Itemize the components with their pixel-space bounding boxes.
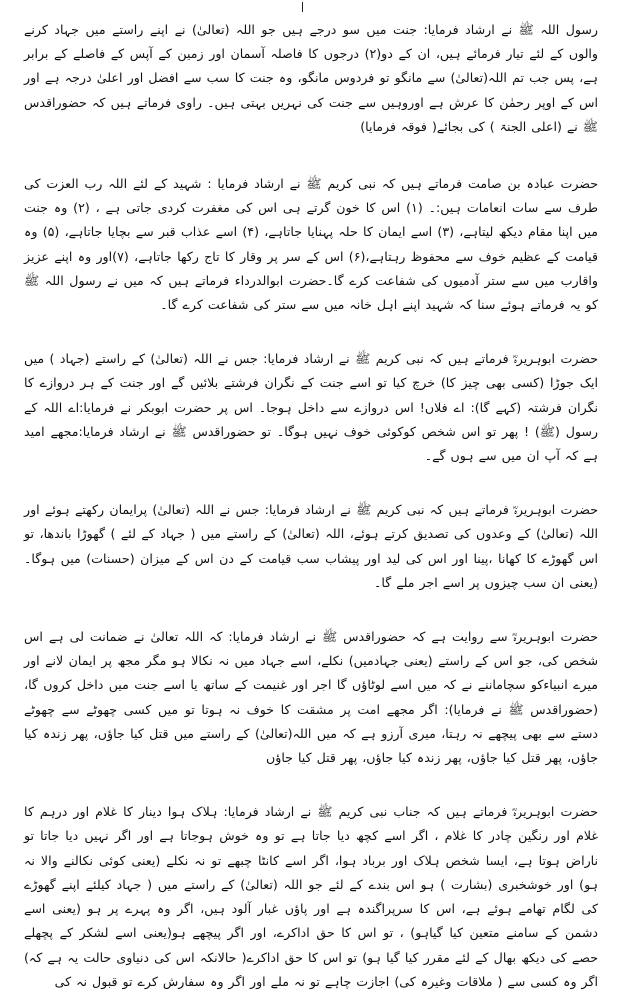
paragraph-jannah-levels: رسول اللہ ﷺ نے ارشاد فرمایا: جنت میں سو درجے ہیں جو اللہ (تعالیٰ) نے اپنے راستے میں جہاد کرنے والوں کے لئے تیار فرمائے ہیں، ان کے دو(۲) درجوں کا فاصلہ آسمان اور زمین کے آپس کے فاصلے کے برابر ہے، پس جب تم اللہ(تعالیٰ) سے مانگو تو فردوس مانگو، وہ جنت کا سب سے افضل اور اعلیٰ درجہ ہے اور اس کے اوپر رحمٰن کا عرش ہے اوروہیں سے جنت کی نہریں بہتی ہیں۔ راوی فرماتے ہیں کہ حضوراقدس ﷺ نے (اعلی الجنۃ ) کی بجائے( فوقہ فرمایا) bbox=[24, 22, 598, 134]
paragraph-gap bbox=[24, 770, 598, 800]
paragraph-horse-reward: حضرت ابوہریرہؓ فرماتے ہیں کہ نبی کریم ﷺ نے ارشاد فرمایا: جس نے اللہ (تعالیٰ) پرایمان رکھتے ہوئے اور اللہ (تعالیٰ) کے وعدوں کی تصدیق کرتے ہوئے، اللہ (تعالیٰ) کے راستے میں ( جہاد کے لئے ) گھوڑا باندھا، تو اس گھوڑے کا کھانا ،پینا اور اس کی لید اور پیشاب سب قیامت کے دن اس کے میزان (حسنات) میں ہوگا۔ (یعنی ان سب چیزوں پر اسے اجر ملے گا۔ bbox=[24, 502, 598, 590]
paragraph-allah-guarantee: حضرت ابوہریرہؓ سے روایت ہے کہ حضوراقدس ﷺ نے ارشاد فرمایا: کہ اللہ تعالیٰ نے ضمانت لی ہے اس شخص کی، جو اس کے راستے (یعنی جہادمیں) نکلے، اسے جہاد میں نہ نکالا ہو مگر مجھ پر ایمان لانے اور میرے انبیاءکو سچاماننے نے کہ میں اسے لوٹاؤں گا اجر اور غنیمت کے ساتھ یا اسے جنت میں داخل کروں گا، (حضوراقدس ﷺ نے فرمایا): اگر مجھے امت پر مشقت کا خوف نہ ہوتا تو میں کسی چھوٹے سے چھوٹے دستے سے بھی پیچھے نہ رہتا، میری آرزو ہے کہ میں اللہ(تعالیٰ) کے راستے میں قتل کیا جاؤں، پھر زندہ کیا جاؤں، پھر قتل کیا جاؤں، پھر زندہ کیا جاؤں، پھر قتل کیا جاؤں bbox=[24, 629, 598, 766]
paragraph-gap bbox=[24, 139, 598, 172]
paragraph-gap bbox=[24, 595, 598, 625]
paragraph-spending-pair: حضرت ابوہریرہؓ فرماتے ہیں کہ نبی کریم ﷺ نے ارشاد فرمایا: جس نے اللہ (تعالیٰ) کے راستے (جہاد ) میں ایک جوڑا (کسی بھی چیز کا) خرچ کیا تو اسے جنت کے نگران فرشتے بلائیں گے اور جنت کے ہر دروازے کا نگران فرشتہ (کہے گا): اے فلاں! اس دروازے سے داخل ہوجا۔ اس پر حضرت ابوبکر نے فرمایا:اے اللہ کے رسول (ﷺ) ! پھر تو اس شخص کوکوئی خوف نہیں ہوگا۔ تو حضوراقدس ﷺ نے ارشاد فرمایا:مجھے امید ہے کہ آپ ان میں سے ہوں گے۔ bbox=[24, 351, 598, 464]
paragraph-martyr-rewards: حضرت عبادہ بن صامت فرماتے ہیں کہ نبی کریم ﷺ نے ارشاد فرمایا : شہید کے لئے اللہ رب العزت کی طرف سے سات انعامات ہیں:۔ (۱) اس کا خون گرتے ہی اس کی مغفرت کردی جاتی ہے ، (۲) وہ جنت میں اپنا مقام دیکھ لیتاہے، (۳) اسے ایمان کا حلہ پہنایا جاتاہے، (۴) اسے عذاب قبر سے بچایا جاتاہے، (۵) وہ قیامت کے عظیم خوف سے محفوظ رہتاہے،(۶) اس کے سر پر وقار کا تاج رکھا جاتاہے، (۷)اور وہ اپنے عزیز واقارب میں سے ستر آدمیوں کی شفاعت کرے گا۔حضرت ابوالدرداء فرماتے ہیں کہ میں نے رسول اللہ ﷺ کو یہ فرماتے ہوئے سنا کہ شہید اپنے اہل خانہ میں سے ستر کی شفاعت کرے گا۔ bbox=[24, 176, 599, 313]
paragraph-slave-of-dinar: حضرت ابوہریرہؓ فرماتے ہیں کہ جناب نبی کریم ﷺ نے ارشاد فرمایا: ہلاک ہوا دینار کا غلام اور درہم کا غلام اور رنگین چادر کا غلام ، اگر اسے کچھ دیا جاتا ہے تو وہ خوش ہوجاتا ہے اور اگر نہیں دیا جاتا تو ناراض ہوتا ہے، ایسا شخص ہلاک اور برباد ہوا، اگر اسے کانٹا چبھے تو نہ نکلے (یعنی کوئی نکالنے والا نہ ہو) اور خوشخبری (بشارت ) ہو اس بندے کے لئے جو اللہ (تعالیٰ) کے راستے میں ( جہاد کیلئے اپنے گھوڑے کی لگام تھامے ہوئے ہے، اس کا سرپراگندہ ہے اور پاؤں غبار آلود ہیں، اگر وہ پہرے پر ہو (یعنی اسے دشمن کے سامنے متعین کیا گیاہو) ، تو اس کا حق اداکرے، اور اگر پیچھے ہو(یعنی اسے لشکر کے پچھلے حصے کی دیکھ بھال کے لئے مقرر کیا گیا ہو) تو اس کا حق اداکرے( حالانکہ اس کی دنیاوی حالت یہ ہے کہ) اگر وہ کسی سے ( ملاقات وغیرہ کی) اجازت چاہے تو نہ ملے اور اگر وہ سفارش کرے تو قبول نہ کی bbox=[24, 804, 598, 989]
paragraph-gap bbox=[24, 317, 598, 347]
paragraph-gap bbox=[24, 468, 598, 498]
page-number-mark bbox=[302, 2, 303, 12]
